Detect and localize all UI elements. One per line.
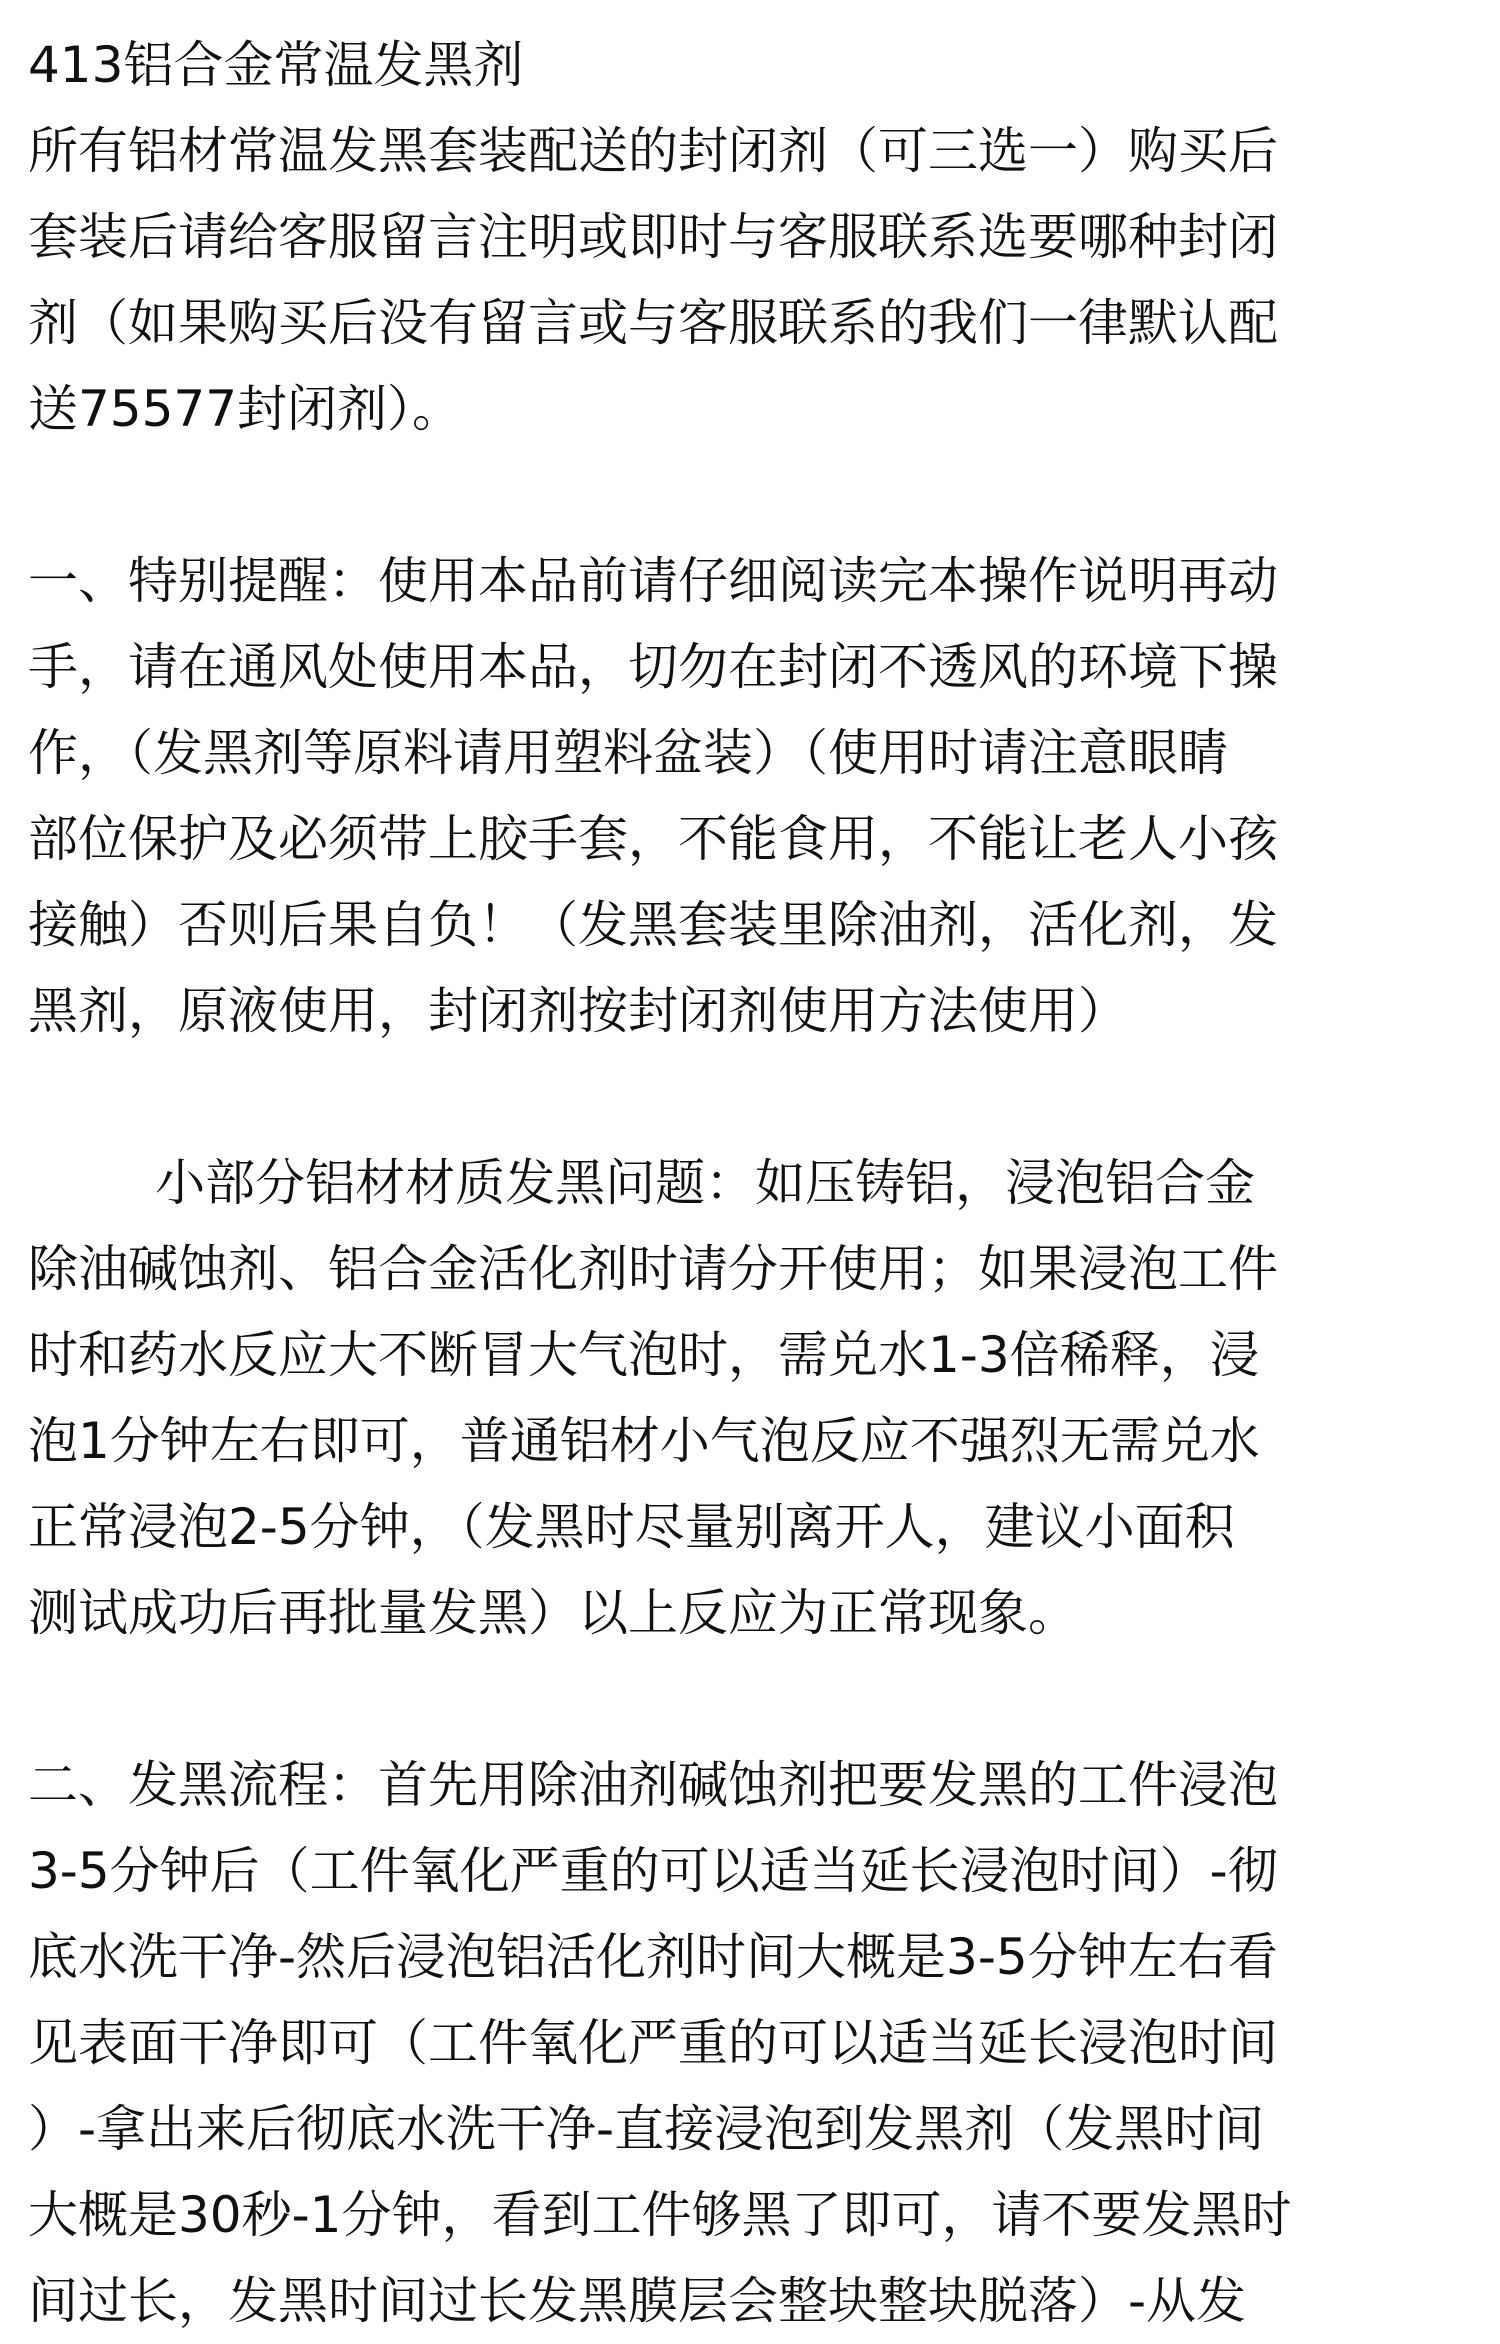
intro-line: 套装后请给客服留言注明或即时与客服联系选要哪种封闭: [28, 208, 1278, 266]
paragraph-gap: [28, 1656, 1474, 1742]
note-line: 泡1分钟左右即可，普通铝材小气泡反应不强烈无需兑水: [28, 1412, 1260, 1470]
note-line: 时和药水反应大不断冒大气泡时，需兑水1-3倍稀释，浸: [28, 1326, 1260, 1384]
section-2-line: 3-5分钟后（工件氧化严重的可以适当延长浸泡时间）-彻: [28, 1842, 1278, 1900]
section-1-line: 手，请在通风处使用本品，切勿在封闭不透风的环境下操: [28, 638, 1278, 696]
section-1-line: 接触）否则后果自负！（发黑套装里除油剂，活化剂，发: [28, 896, 1278, 954]
section-1-line: 一、特别提醒：使用本品前请仔细阅读完本操作说明再动: [28, 552, 1278, 610]
note-line: 测试成功后再批量发黑）以上反应为正常现象。: [28, 1584, 1078, 1642]
intro-line: 剂（如果购买后没有留言或与客服联系的我们一律默认配: [28, 294, 1278, 352]
product-title: [28, 22, 1474, 108]
material-note-paragraph: [28, 1140, 1474, 1656]
note-line: 小部分铝材材质发黑问题：如压铸铝，浸泡铝合金: [28, 1154, 1256, 1212]
section-2-blackening-process: [28, 1742, 1474, 2344]
intro-line: 所有铝材常温发黑套装配送的封闭剂（可三选一）购买后: [28, 122, 1278, 180]
section-1-line: 作，（发黑剂等原料请用塑料盆装）（使用时请注意眼睛: [28, 724, 1228, 782]
title-line: 413铝合金常温发黑剂: [28, 36, 524, 94]
section-2-line: 大概是30秒-1分钟，看到工件够黑了即可，请不要发黑时: [28, 2186, 1292, 2244]
section-1-line: 黑剂，原液使用，封闭剂按封闭剂使用方法使用）: [28, 982, 1128, 1040]
section-1-special-reminder: [28, 538, 1474, 1054]
section-2-line: 二、发黑流程：首先用除油剂碱蚀剂把要发黑的工件浸泡: [28, 1756, 1278, 1814]
section-2-line: 见表面干净即可（工件氧化严重的可以适当延长浸泡时间: [28, 2014, 1278, 2072]
section-2-line: 间过长，发黑时间过长发黑膜层会整块整块脱落）-从发: [28, 2272, 1247, 2330]
document-body: [28, 22, 1474, 2344]
paragraph-gap: [28, 1054, 1474, 1140]
paragraph-gap: [28, 452, 1474, 538]
section-2-line: ）-拿出来后彻底水洗干净-直接浸泡到发黑剂（发黑时间: [28, 2100, 1265, 2158]
note-line: 正常浸泡2-5分钟，（发黑时尽量别离开人，建议小面积: [28, 1498, 1235, 1556]
intro-paragraph: [28, 108, 1474, 452]
intro-line: 送75577封闭剂）。: [28, 380, 463, 438]
section-1-line: 部位保护及必须带上胶手套，不能食用，不能让老人小孩: [28, 810, 1278, 868]
section-2-line: 底水洗干净-然后浸泡铝活化剂时间大概是3-5分钟左右看: [28, 1928, 1278, 1986]
note-line: 除油碱蚀剂、铝合金活化剂时请分开使用；如果浸泡工件: [28, 1240, 1278, 1298]
